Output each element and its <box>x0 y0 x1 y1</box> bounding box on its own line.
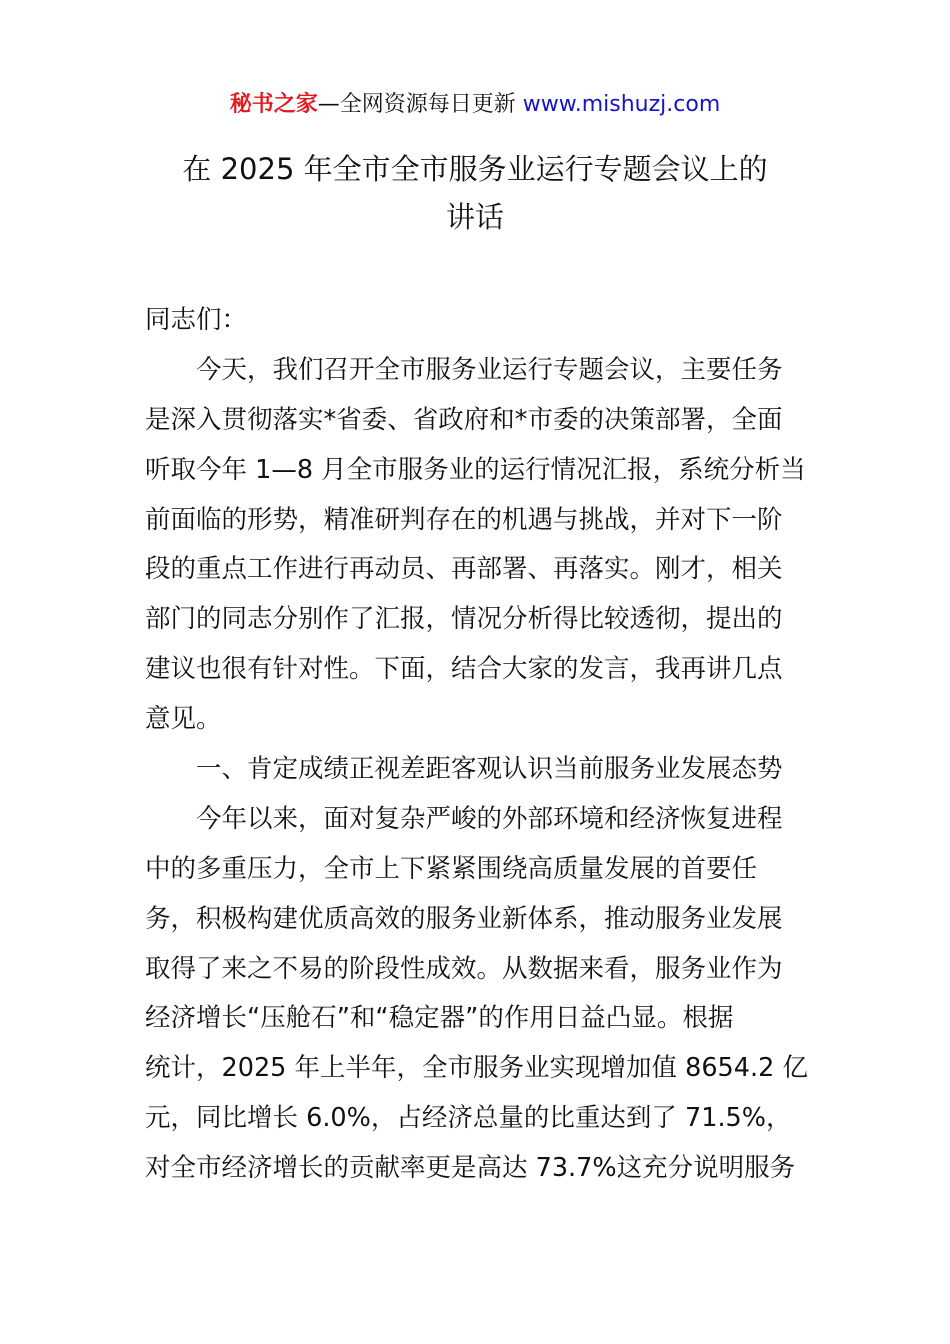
paragraph-line: 今天，我们召开全市服务业运行专题会议，主要任务 <box>196 354 783 385</box>
site-link[interactable]: www.mishuzj.com <box>522 92 721 117</box>
paragraph-line: 建议也很有针对性。下面，结合大家的发言，我再讲几点 <box>145 654 783 685</box>
paragraph-line: 对全市经济增长的贡献率更是高达 73.7%这充分说明服务 <box>145 1153 796 1184</box>
paragraph-line: 统计，2025 年上半年，全市服务业实现增加值 8654.2 亿 <box>145 1053 808 1084</box>
title-line: 讲话 <box>445 200 504 234</box>
paragraph-line: 中的多重压力，全市上下紧紧围绕高质量发展的首要任 <box>145 853 758 884</box>
paragraph-line: 意见。 <box>145 704 222 735</box>
section-heading: 一、肯定成绩正视差距客观认识当前服务业发展态势 <box>196 754 783 785</box>
banner-tagline: —全网资源每日更新 <box>317 92 523 117</box>
paragraph-line: 取得了来之不易的阶段性成效。从数据来看，服务业作为 <box>145 953 783 984</box>
salutation: 同志们： <box>145 305 248 335</box>
paragraph-line: 听取今年 1—8 月全市服务业的运行情况汇报，系统分析当 <box>145 454 806 485</box>
paragraph-line: 段的重点工作进行再动员、再部署、再落实。刚才，相关 <box>145 554 783 585</box>
paragraph-line: 经济增长“压舱石”和“稳定器”的作用日益凸显。根据 <box>145 1003 734 1034</box>
paragraph-line: 务，积极构建优质高效的服务业新体系，推动服务业发展 <box>145 903 783 934</box>
site-banner <box>0 88 950 122</box>
paragraph-line: 是深入贯彻落实*省委、省政府和*市委的决策部署，全面 <box>145 404 783 435</box>
paragraph-line: 前面临的形势，精准研判存在的机遇与挑战，并对下一阶 <box>145 504 783 535</box>
paragraph-line: 今年以来，面对复杂严峻的外部环境和经济恢复进程 <box>196 803 783 834</box>
document-title <box>0 145 950 241</box>
document-body <box>145 296 810 1194</box>
paragraph-line: 部门的同志分别作了汇报，情况分析得比较透彻，提出的 <box>145 604 783 635</box>
paragraph-line: 元，同比增长 6.0%，占经济总量的比重达到了 71.5%， <box>145 1103 792 1134</box>
title-line: 在 2025 年全市全市服务业运行专题会议上的 <box>182 152 768 186</box>
brand-name: 秘书之家 <box>229 92 318 117</box>
